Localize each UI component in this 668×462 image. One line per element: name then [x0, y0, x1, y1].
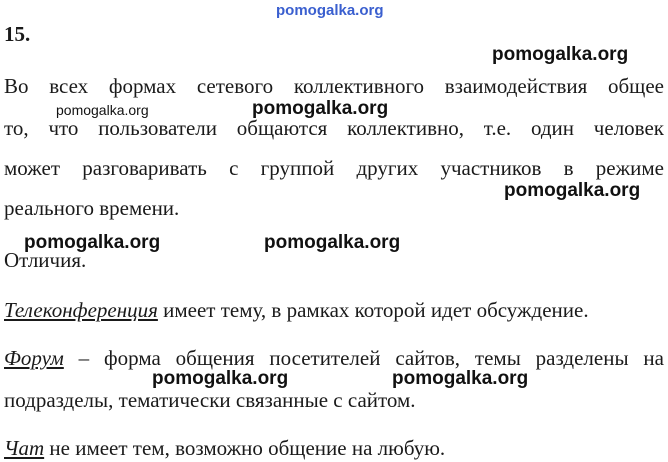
chat-text: не имеет тем, возможно общение на любую.: [44, 436, 446, 460]
chat-line: [4, 436, 664, 460]
term-chat: Чат: [4, 436, 45, 460]
paragraph-line-1: Во всех формах сетевого коллективного взаимодействия общее: [4, 74, 664, 98]
watermark: pomogalka.org: [392, 368, 529, 389]
watermark-small: pomogalka.org: [56, 102, 149, 118]
teleconference-line: [4, 298, 664, 322]
paragraph-line-3: может разговаривать с группой других участников в режиме: [4, 156, 664, 180]
watermark: pomogalka.org: [252, 98, 389, 119]
forum-text-1: – форма общения посетителей сайтов, темы разделены на: [63, 346, 664, 370]
watermark: pomogalka.org: [264, 232, 401, 253]
watermark: pomogalka.org: [492, 44, 629, 65]
watermark: pomogalka.org: [504, 180, 641, 201]
watermark: pomogalka.org: [24, 232, 161, 253]
differences-label: Отличия.: [4, 248, 87, 272]
watermark-top: pomogalka.org: [276, 2, 384, 19]
forum-line-2: подразделы, тематически связанные с сайтом.: [4, 388, 416, 412]
watermark: pomogalka.org: [152, 368, 289, 389]
paragraph-line-2: то, что пользователи общаются коллективно, т.е. один человек: [4, 116, 664, 140]
paragraph-line-4: реального времени.: [4, 196, 180, 220]
term-forum: Форум: [4, 346, 64, 370]
term-teleconference: Телеконференция: [4, 298, 158, 322]
forum-line-1: [4, 346, 664, 370]
teleconference-text: имеет тему, в рамках которой идет обсуждение.: [157, 298, 589, 322]
task-number: 15.: [4, 22, 31, 46]
